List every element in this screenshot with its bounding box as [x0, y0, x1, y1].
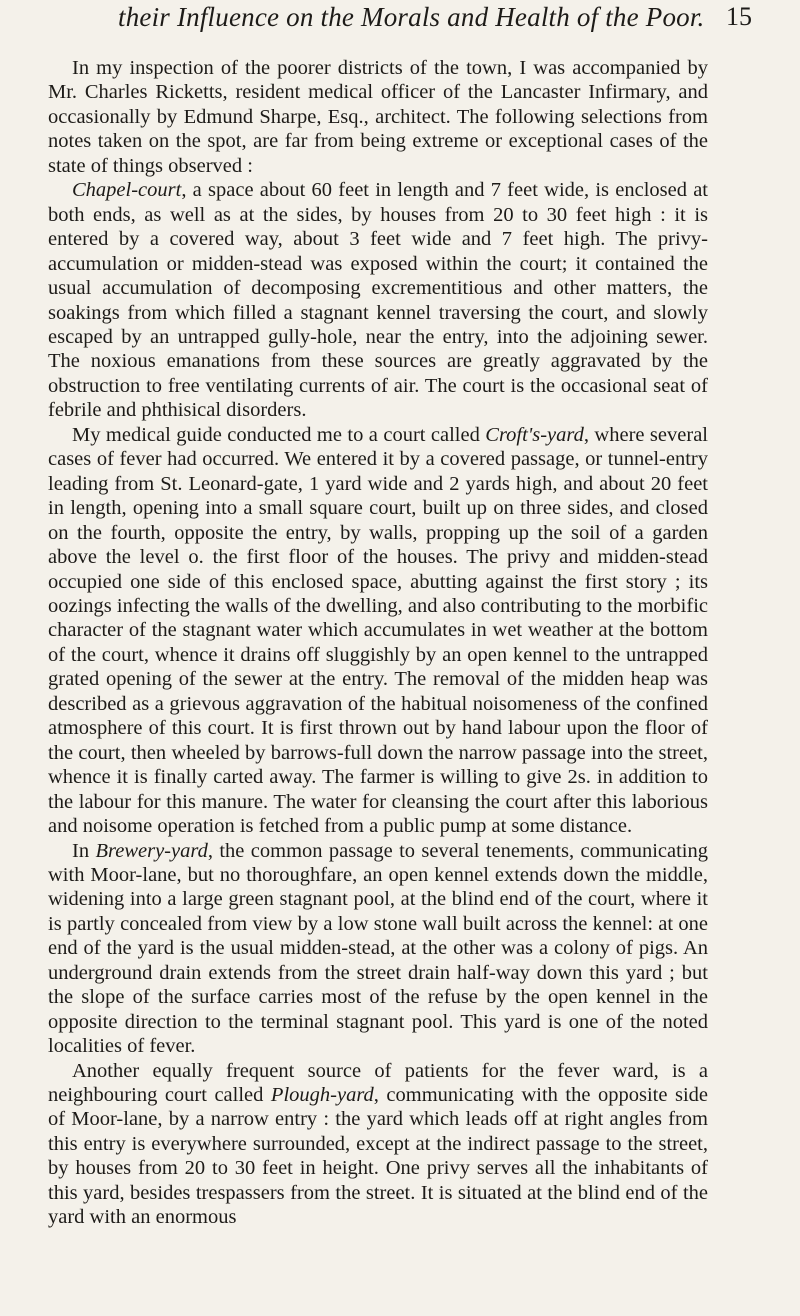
paragraph-text: , where several cases of fever had occurred. We entered it by a covered passage, or tunnel-entry leading from St. Leonard-gate, 1 yard wide and 2 yards high, and about 20 feet in length, opening into a small square court, built up on three sides, and closed on the fourth, opposite the entry, by walls, propping up the soil of a garden above the level o. the first floor of the houses. The privy and midden-stead occupied one side of this enclosed space, abutting against the first story ; its oozings infecting the walls of the dwelling, and also contributing to the morbific character of the stagnant water which accumulates in wet weather at the bottom of the court, whence it drains off sluggishly by an open kennel to the untrapped grated opening of the sewer at the entry. The removal of the midden heap was described as a grievous aggravation of the habitual noisomeness of the confined atmosphere of this court. It is first thrown out by hand labour upon the floor of the court, then wheeled by barrows-full down the narrow passage into the street, whence it is finally carted away. The farmer is willing to give 2s. in addition to the labour for this manure. The water for cleansing the court after this laborious and noisome operation is fetched from a public pump at some distance.: [48, 423, 708, 838]
place-name-crofts-yard: Croft's-yard: [485, 423, 584, 446]
paragraph-text: In my inspection of the poorer districts of the town, I was accompanied by Mr. Charles Ricketts, resident medical officer of the Lancaster Infirmary, and occasionally by Edmund Sharpe, Esq., architect. The following selections from notes taken on the spot, are far from being extreme or exceptional cases of the state of things observed :: [48, 57, 708, 177]
paragraph-text: , a space about 60 feet in length and 7 feet wide, is enclosed at both ends, as well as at the sides, by houses from 20 to 30 feet high : it is entered by a covered way, about 3 feet wide and 7 feet high. The privy-accumulation or midden-stead was exposed within the court; it contained the usual accumulation of decomposing excrementitious and other matters, the soakings from which filled a stagnant kennel traversing the court, and slowly escaped by an untrapped gully-hole, near the entry, into the adjoining sewer. The noxious emanations from these sources are greatly aggravated by the obstruction to free ventilating currents of air. The court is the occasional seat of febrile and phthisical disorders.: [48, 179, 708, 422]
paragraph-crofts-yard: [48, 423, 708, 839]
paragraph-text-intro: My medical guide conducted me to a court called: [72, 423, 486, 446]
paragraph-plough-yard: [48, 1059, 708, 1230]
paragraph-text: , the common passage to several tenements, communicating with Moor-lane, but no thoroughfare, an open kennel extends down the middle, widening into a large green stagnant pool, at the blind end of the court, where it is partly concealed from view by a low stone wall built across the kennel: at one end of the yard is the usual midden-stead, at the other was a colony of pigs. An underground drain extends from the street drain half-way down this yard ; but the slope of the surface carries most of the refuse by the open kennel in the opposite direction to the terminal stagnant pool. This yard is one of the noted localities of fever.: [48, 839, 709, 1058]
body-text: [48, 56, 708, 1230]
paragraph-chapel-court: [48, 178, 708, 423]
running-title: their Influence on the Morals and Health of the Poor.: [118, 2, 705, 32]
place-name-chapel-court: Chapel-court: [72, 179, 182, 202]
page-header: [48, 0, 752, 50]
paragraph-text-intro: Another equally frequent source of patients for the fever ward, is a neighbouring court called: [48, 1059, 708, 1107]
place-name-plough-yard: Plough-yard: [270, 1084, 374, 1107]
paragraph-text-intro: In: [72, 839, 96, 862]
place-name-brewery-yard: Brewery-yard: [95, 839, 208, 862]
paragraph-intro: [48, 56, 708, 178]
page-number: 15: [726, 2, 752, 31]
paragraph-text: , communicating with the opposite side of Moor-lane, by a narrow entry : the yard which leads off at right angles from this entry is everywhere surrounded, except at the indirect passage to the street, by houses from 20 to 30 feet in height. One privy serves all the inhabitants of this yard, besides trespassers from the street. It is situated at the blind end of the yard with an enormous: [48, 1084, 708, 1229]
paragraph-brewery-yard: [48, 839, 708, 1059]
